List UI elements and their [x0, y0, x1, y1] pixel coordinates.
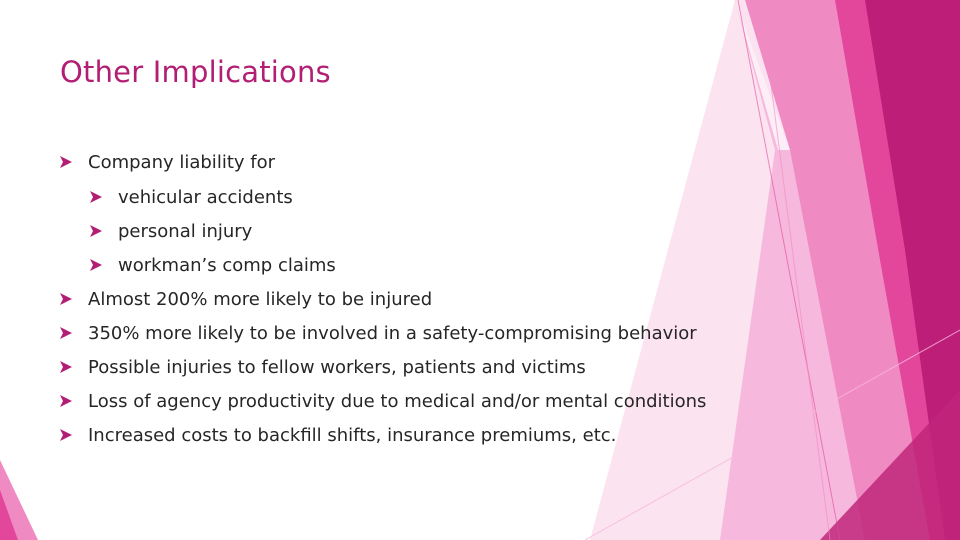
diamond-arrow-bullet-icon	[90, 191, 118, 203]
sub-bullet-item	[90, 218, 252, 244]
slide-title: Other Implications	[60, 55, 331, 89]
bullet-item	[60, 286, 432, 312]
bullet-text: Company liability for	[88, 151, 275, 173]
bullet-item	[60, 422, 616, 448]
bullet-item	[60, 354, 586, 380]
sub-bullet-item	[90, 252, 336, 278]
diamond-arrow-bullet-icon	[60, 156, 88, 168]
bullet-text: workman’s comp claims	[118, 254, 336, 276]
bullet-text: Increased costs to backfill shifts, insurance premiums, etc.	[88, 424, 617, 446]
bullet-item	[60, 320, 697, 346]
diamond-arrow-bullet-icon	[60, 395, 88, 407]
diamond-arrow-bullet-icon	[90, 225, 118, 237]
bullet-text: Loss of agency productivity due to medical and/or mental conditions	[88, 390, 707, 412]
diamond-arrow-bullet-icon	[60, 293, 88, 305]
bullet-item	[60, 149, 275, 175]
bullet-text: vehicular accidents	[118, 186, 293, 208]
bullet-item	[60, 388, 706, 414]
diamond-arrow-bullet-icon	[60, 361, 88, 373]
bullet-text: Almost 200% more likely to be injured	[88, 288, 433, 310]
bullet-text: Possible injuries to fellow workers, patients and victims	[88, 356, 586, 378]
bullet-text: personal injury	[118, 220, 253, 242]
sub-bullet-item	[90, 184, 293, 210]
diamond-arrow-bullet-icon	[60, 327, 88, 339]
diamond-arrow-bullet-icon	[60, 429, 88, 441]
diamond-arrow-bullet-icon	[90, 259, 118, 271]
bullet-text: 350% more likely to be involved in a safety-compromising behavior	[88, 322, 697, 344]
